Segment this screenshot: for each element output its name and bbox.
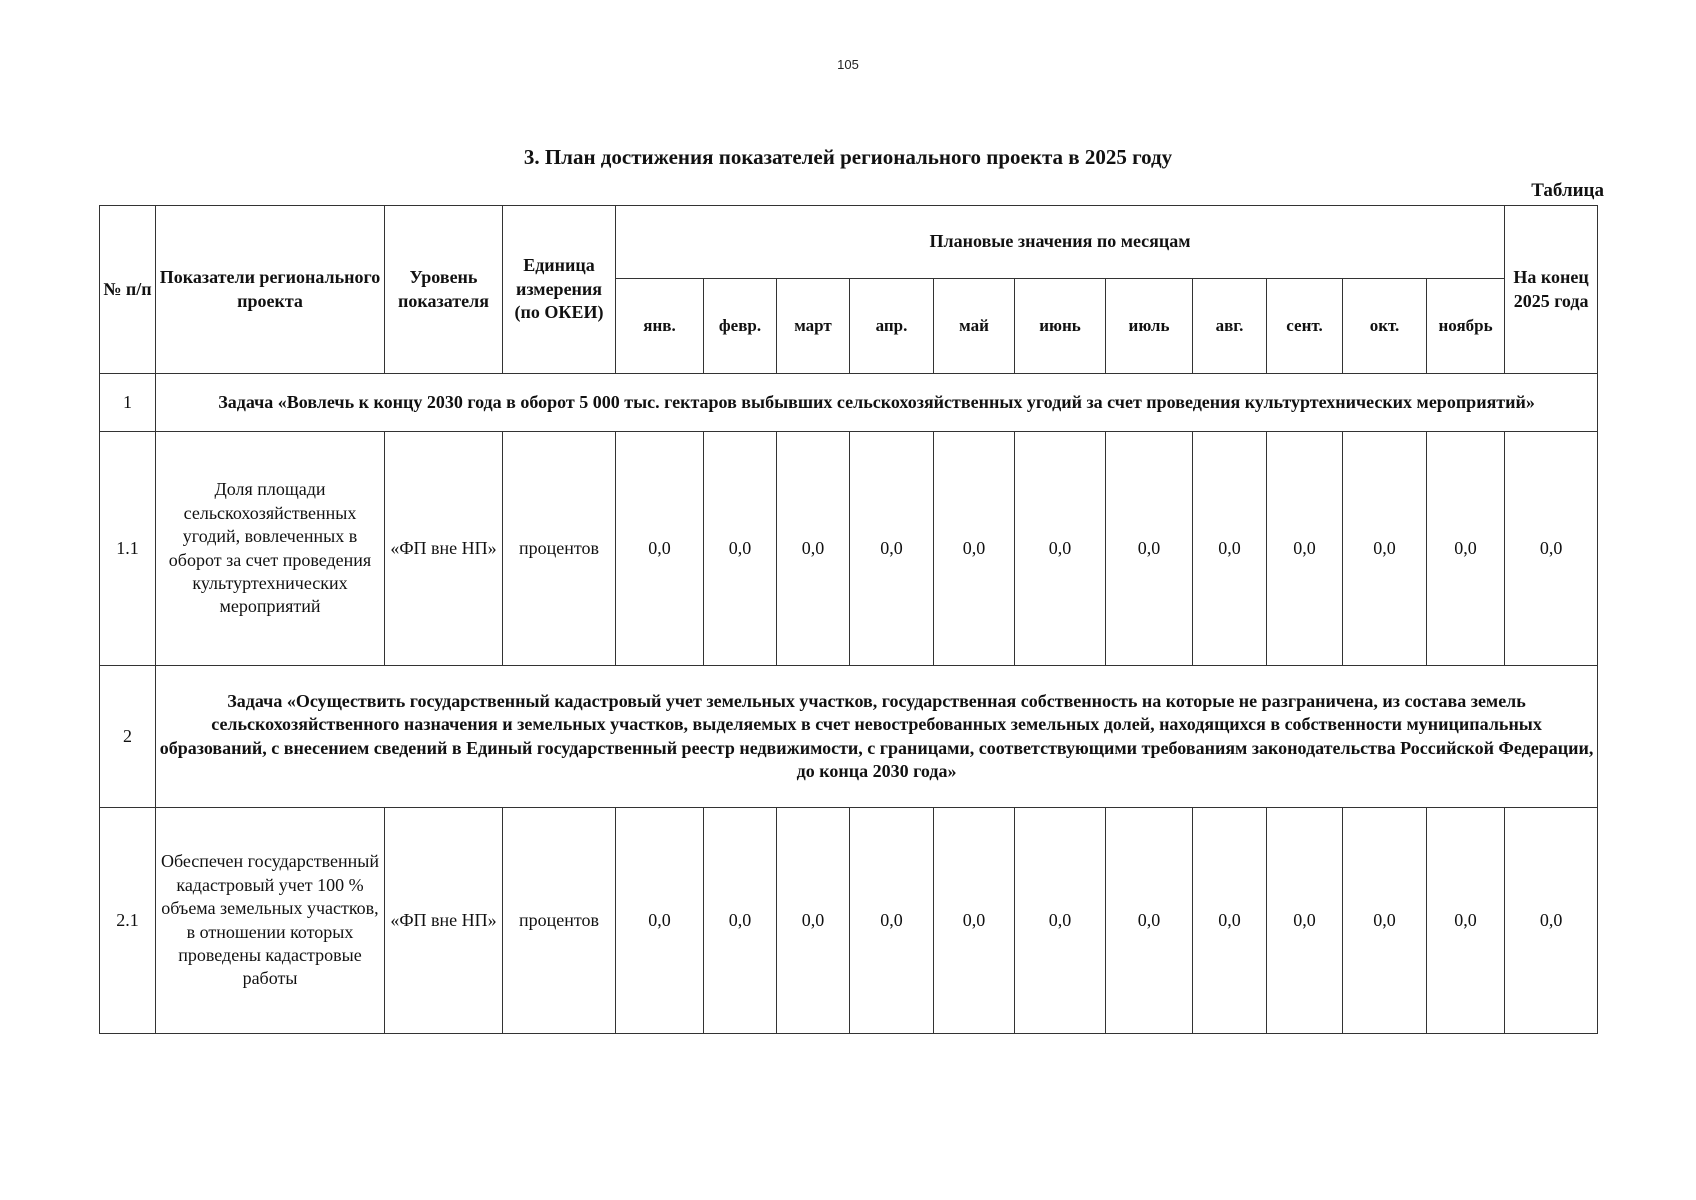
header-monthly: Плановые значения по месяцам [616,206,1505,279]
month-value: 0,0 [1343,808,1427,1034]
header-month: сент. [1267,279,1343,374]
month-value: 0,0 [1267,808,1343,1034]
indicator-num: 1.1 [100,432,156,666]
header-level: Уровень показателя [385,206,503,374]
indicator-row [100,432,1598,666]
header-num: № п/п [100,206,156,374]
header-end: На конец 2025 года [1505,206,1598,374]
end-value: 0,0 [1505,432,1598,666]
header-month: март [777,279,850,374]
indicator-name: Обеспечен государственный кадастровый учет 100 % объема земельных участков, в отношении которых проведены кадастровые работы [156,808,385,1034]
month-value: 0,0 [850,432,934,666]
header-month: ноябрь [1427,279,1505,374]
task-row [100,666,1598,808]
end-value: 0,0 [1505,808,1598,1034]
month-value: 0,0 [934,432,1015,666]
month-value: 0,0 [1343,432,1427,666]
month-value: 0,0 [1427,808,1505,1034]
month-value: 0,0 [777,808,850,1034]
indicator-unit: процентов [503,432,616,666]
month-value: 0,0 [850,808,934,1034]
header-month: апр. [850,279,934,374]
month-value: 0,0 [1015,432,1106,666]
month-value: 0,0 [1106,432,1193,666]
header-month: янв. [616,279,704,374]
month-value: 0,0 [1427,432,1505,666]
header-unit: Единица измерения (по ОКЕИ) [503,206,616,374]
header-month: май [934,279,1015,374]
indicator-num: 2.1 [100,808,156,1034]
month-value: 0,0 [1193,432,1267,666]
task-row [100,374,1598,432]
page-number: 105 [837,57,859,72]
month-value: 0,0 [616,808,704,1034]
table-caption: Таблица [1531,180,1604,201]
indicator-level: «ФП вне НП» [385,432,503,666]
indicator-unit: процентов [503,808,616,1034]
month-value: 0,0 [704,808,777,1034]
indicator-row [100,808,1598,1034]
month-value: 0,0 [1015,808,1106,1034]
header-indicator: Показатели регионального проекта [156,206,385,374]
month-value: 0,0 [704,432,777,666]
month-value: 0,0 [1106,808,1193,1034]
month-value: 0,0 [1193,808,1267,1034]
page-title: 3. План достижения показателей регионального проекта в 2025 году [523,145,1173,169]
header-month: окт. [1343,279,1427,374]
task-text: Задача «Вовлечь к концу 2030 года в оборот 5 000 тыс. гектаров выбывших сельскохозяйственных угодий за счет проведения культуртехнических мероприятий» [156,374,1598,432]
month-value: 0,0 [1267,432,1343,666]
plan-table [99,205,1598,1034]
month-value: 0,0 [616,432,704,666]
header-month: июль [1106,279,1193,374]
task-text: Задача «Осуществить государственный кадастровый учет земельных участков, государственная собственность на которые не разграничена, из состава земель сельскохозяйственного назначения и земельных участков, выделяемых в счет невостребованных земельных долей, находящихся в собственности муниципальных образований, с внесением сведений в Единый государственный реестр недвижимости, с границами, соответствующими требованиям законодательства Российской Федерации, до конца 2030 года» [156,666,1598,808]
header-month: февр. [704,279,777,374]
task-num: 1 [100,374,156,432]
indicator-name: Доля площади сельскохозяйственных угодий, вовлеченных в оборот за счет проведения культуртехнических мероприятий [156,432,385,666]
task-num: 2 [100,666,156,808]
month-value: 0,0 [934,808,1015,1034]
header-month: июнь [1015,279,1106,374]
month-value: 0,0 [777,432,850,666]
indicator-level: «ФП вне НП» [385,808,503,1034]
header-month: авг. [1193,279,1267,374]
